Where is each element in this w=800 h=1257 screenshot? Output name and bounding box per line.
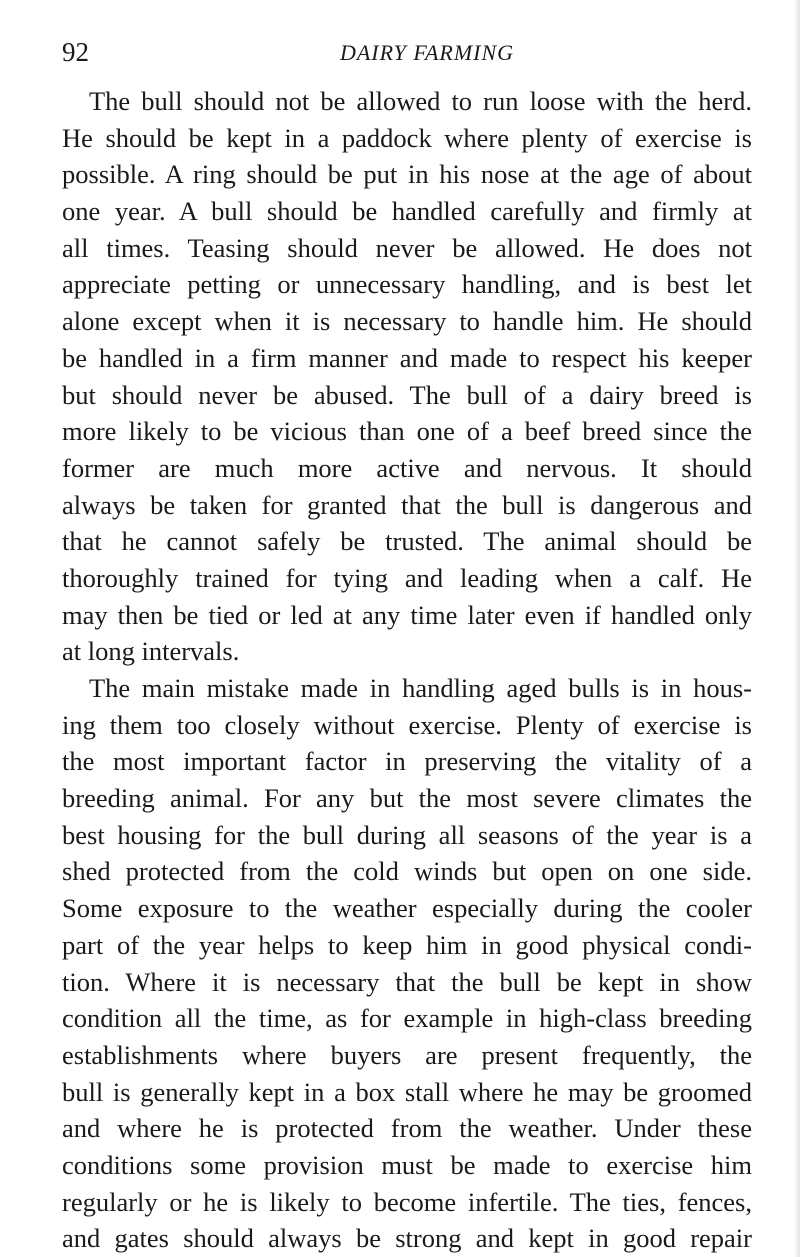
text-line: one year. A bull should be handled carefully and firmly at (62, 196, 752, 227)
text-line: The bull should not be allowed to run loose with the herd. (89, 86, 752, 116)
text-line: ing them too closely without exercise. Plenty of exercise is (62, 709, 752, 740)
page-number: 92 (62, 37, 89, 67)
text-line: part of the year helps to keep him in good physical condi- (62, 929, 752, 960)
text-line: shed protected from the cold winds but open on one side. (62, 856, 752, 887)
page-header (62, 34, 752, 74)
text-line: bull is generally kept in a box stall where he may be groomed (62, 1076, 752, 1107)
text-line: breeding animal. For any but the most severe climates the (62, 783, 752, 814)
page-edge-shadow (794, 0, 800, 1257)
text-line: He should be kept in a paddock where plenty of exercise is (62, 122, 752, 153)
text-line: former are much more active and nervous. It should (62, 452, 752, 483)
text-line: and where he is protected from the weather. Under these (62, 1113, 752, 1144)
text-line: at long intervals. (62, 636, 240, 667)
text-line: conditions some provision must be made to exercise him (62, 1149, 752, 1180)
text-line: possible. A ring should be put in his nose at the age of about (62, 159, 752, 190)
text-line: appreciate petting or unnecessary handling, and is best let (62, 269, 752, 300)
text-line: all times. Teasing should never be allowed. He does not (62, 232, 752, 263)
body-text (62, 83, 752, 1257)
running-head: DAIRY FARMING (339, 40, 515, 65)
text-line: best housing for the bull during all seasons of the year is a (62, 819, 752, 850)
text-line: thoroughly trained for tying and leading when a calf. He (62, 562, 752, 593)
text-line: condition all the time, as for example in high-class breeding (62, 1003, 752, 1034)
text-line: may then be tied or led at any time later even if handled only (62, 599, 752, 630)
text-line: regularly or he is likely to become infertile. The ties, fences, (62, 1186, 752, 1217)
text-line: The main mistake made in handling aged bulls is in hous- (89, 673, 752, 703)
text-line: the most important factor in preserving the vitality of a (62, 746, 752, 777)
text-line: tion. Where it is necessary that the bull be kept in show (62, 966, 752, 997)
text-line: more likely to be vicious than one of a beef breed since the (62, 416, 752, 447)
text-line: and gates should always be strong and kept in good repair (62, 1223, 752, 1254)
text-line: alone except when it is necessary to handle him. He should (62, 306, 752, 337)
text-line: be handled in a firm manner and made to respect his keeper (62, 342, 752, 373)
text-line: establishments where buyers are present frequently, the (62, 1039, 752, 1070)
text-line: that he cannot safely be trusted. The animal should be (62, 526, 752, 557)
text-line: Some exposure to the weather especially during the cooler (62, 893, 752, 924)
text-line: but should never be abused. The bull of a dairy breed is (62, 379, 752, 410)
text-line: always be taken for granted that the bull is dangerous and (62, 489, 752, 520)
